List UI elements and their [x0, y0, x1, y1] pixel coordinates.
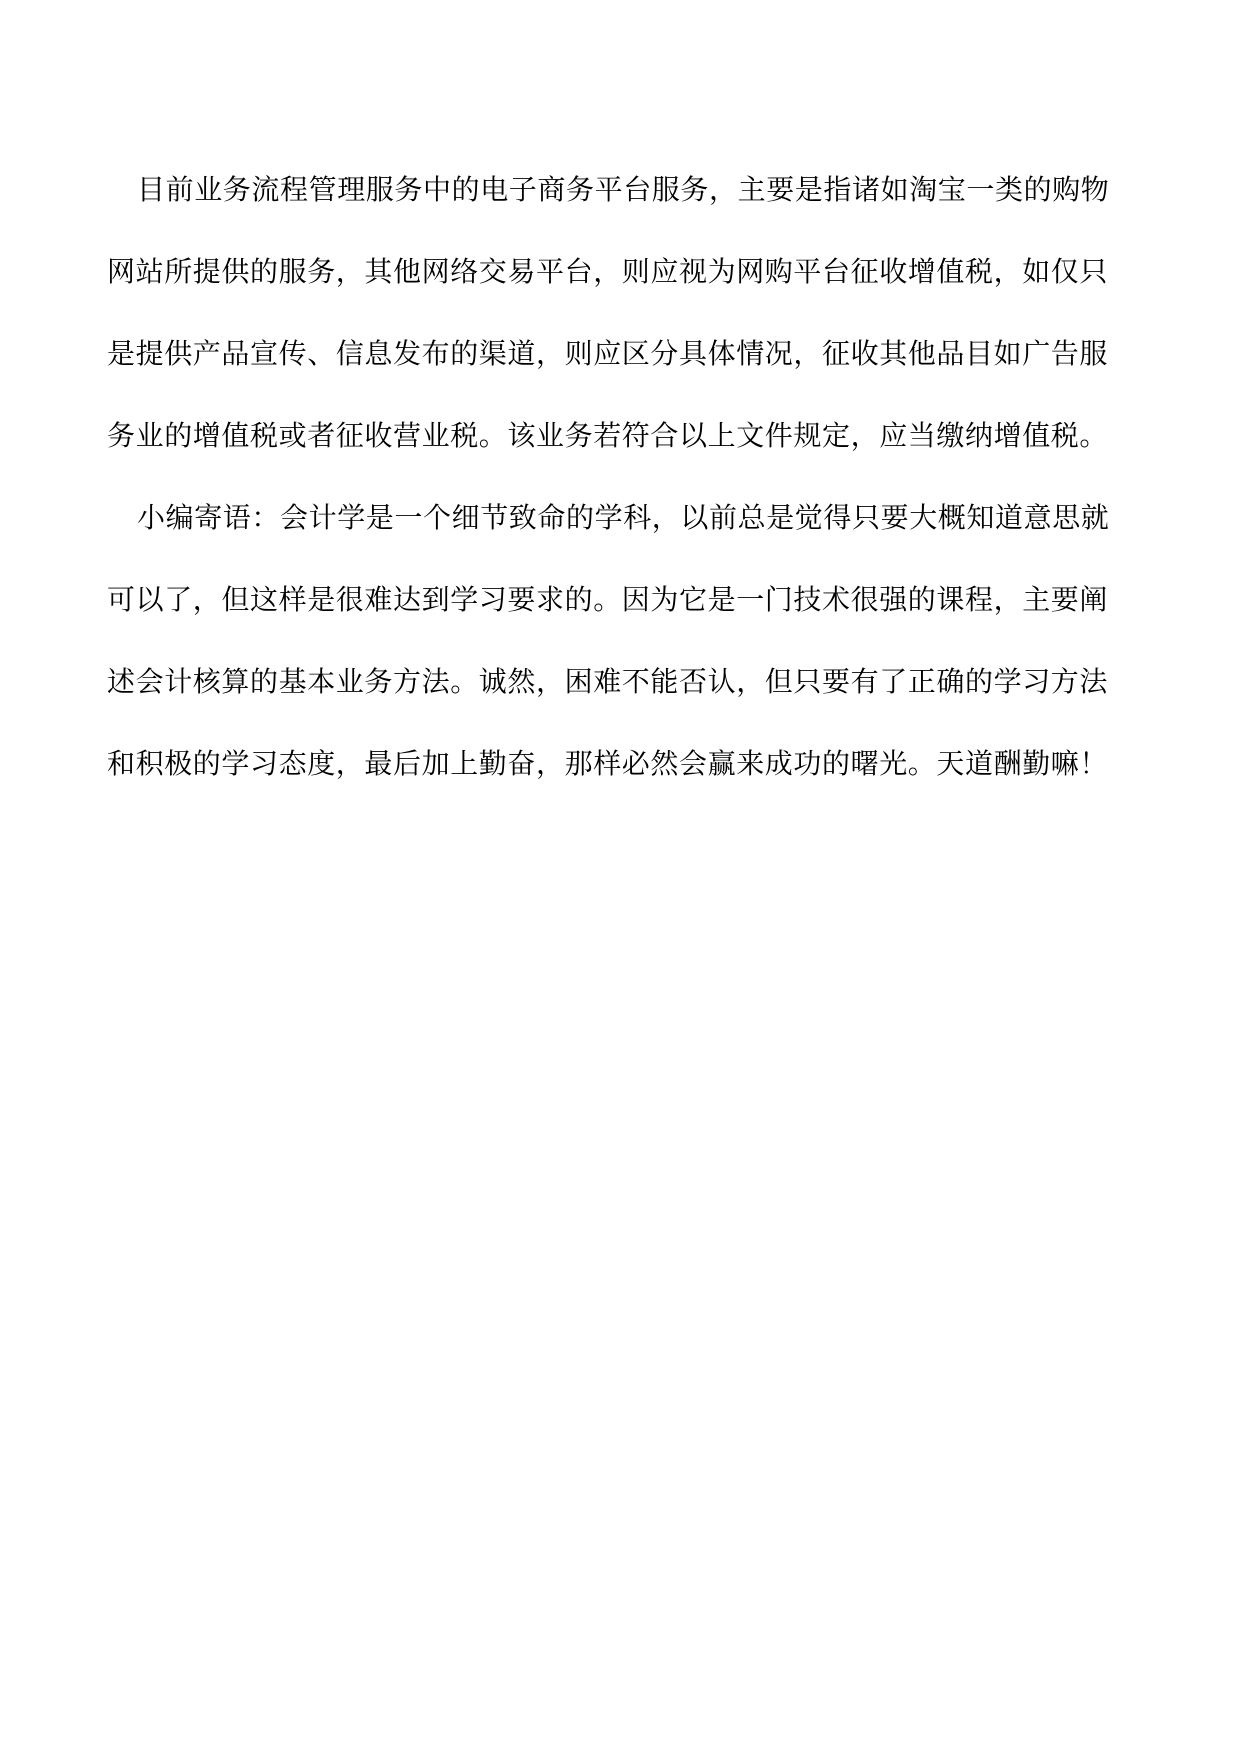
paragraph-2-line-1: 小编寄语：会计学是一个细节致命的学科，以前总是觉得只要大概知道意思就	[137, 501, 1110, 534]
paragraph-1-line-1: 目前业务流程管理服务中的电子商务平台服务，主要是指诸如淘宝一类的购物	[137, 173, 1110, 206]
paragraph-1-line-4: 务业的增值税或者征收营业税。该业务若符合以上文件规定，应当缴纳增值税。	[107, 419, 1109, 452]
paragraph-1-line-3: 是提供产品宣传、信息发布的渠道，则应区分具体情况，征收其他品目如广告服	[107, 337, 1109, 370]
paragraph-1-line-2: 网站所提供的服务，其他网络交易平台，则应视为网购平台征收增值税，如仅只	[107, 255, 1109, 288]
paragraph-2-line-3: 述会计核算的基本业务方法。诚然，困难不能否认，但只要有了正确的学习方法	[107, 665, 1109, 698]
paragraph-2-line-2: 可以了，但这样是很难达到学习要求的。因为它是一门技术很强的课程，主要阐	[107, 583, 1109, 616]
paragraph-2-line-4: 和积极的学习态度，最后加上勤奋，那样必然会赢来成功的曙光。天道酬勤嘛！	[107, 747, 1109, 780]
